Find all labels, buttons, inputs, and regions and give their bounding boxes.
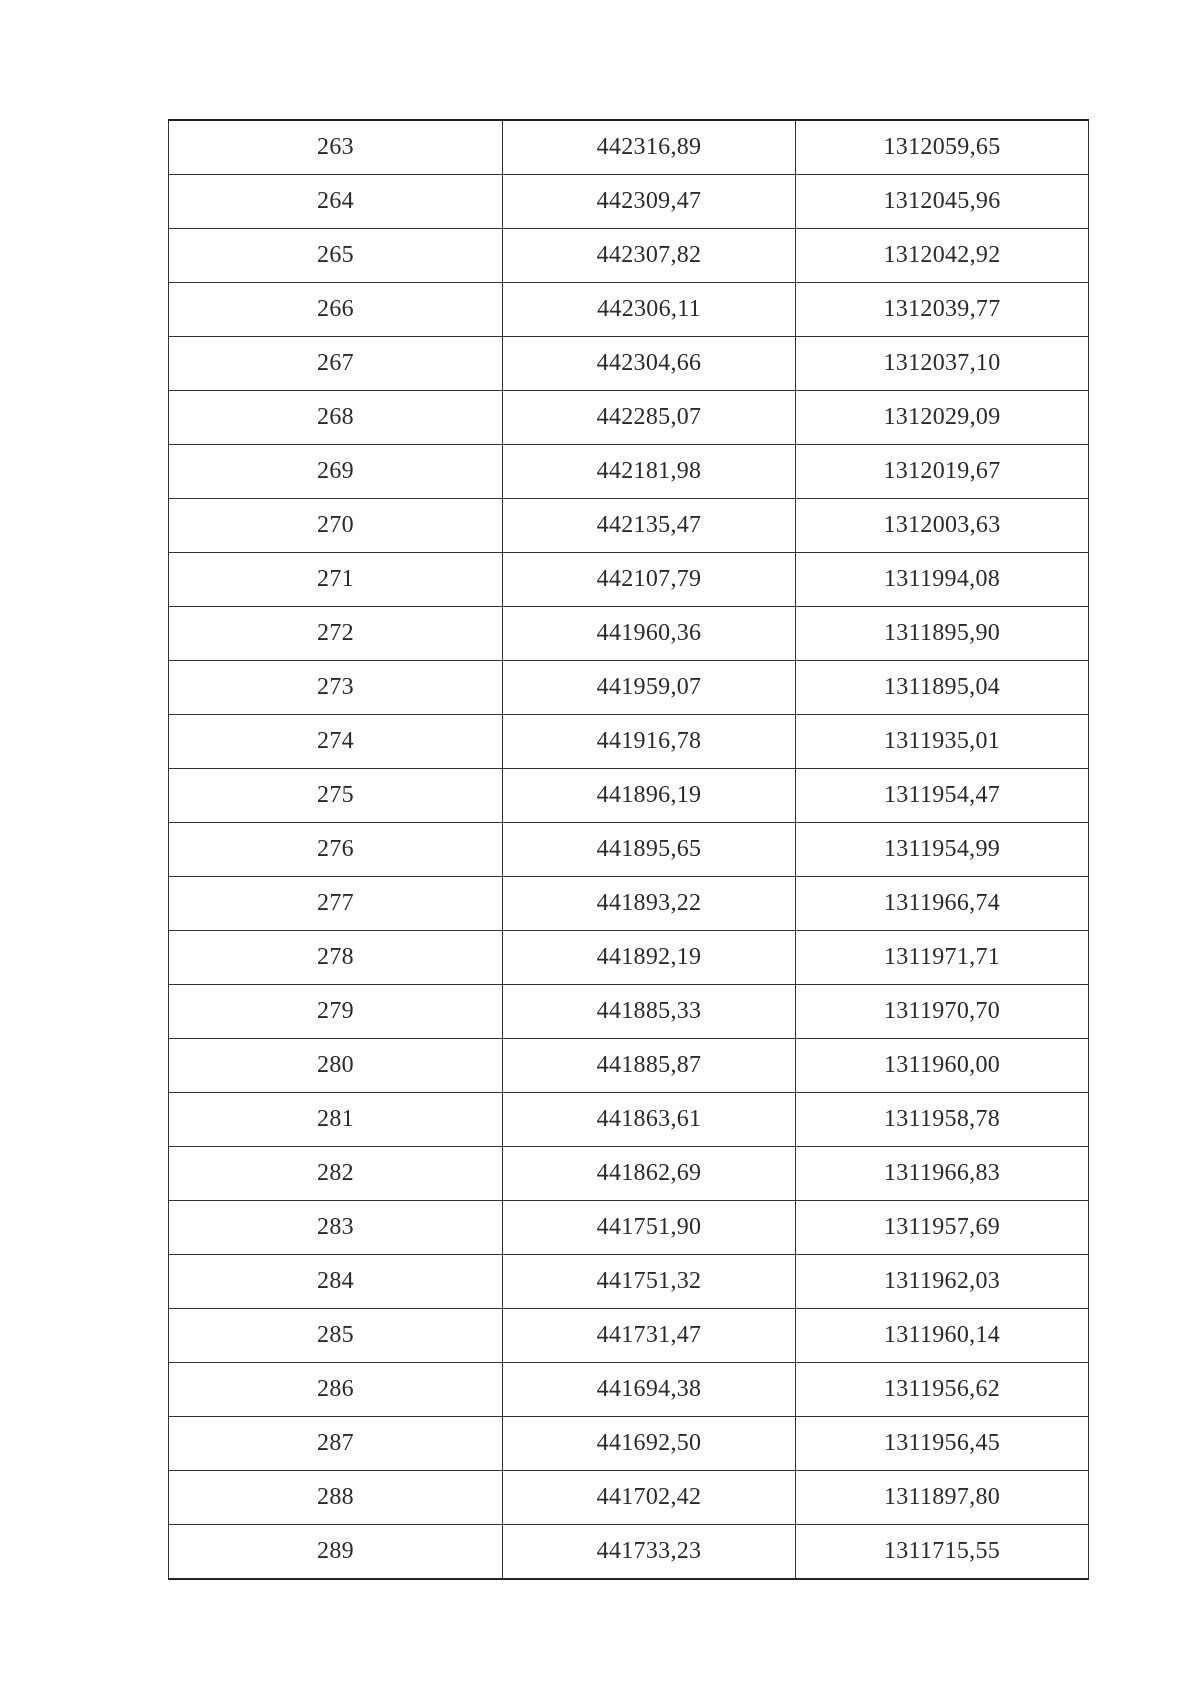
table-row — [169, 1255, 1089, 1309]
y-coordinate-cell: 1312042,92 — [796, 229, 1089, 283]
table-row — [169, 1417, 1089, 1471]
point-number-cell: 275 — [169, 769, 503, 823]
y-coordinate-cell: 1311962,03 — [796, 1255, 1089, 1309]
x-coordinate-cell: 442181,98 — [503, 445, 796, 499]
x-coordinate-cell: 442307,82 — [503, 229, 796, 283]
y-coordinate-cell: 1312045,96 — [796, 175, 1089, 229]
point-number-cell: 272 — [169, 607, 503, 661]
table-row — [169, 661, 1089, 715]
y-coordinate-cell: 1311960,14 — [796, 1309, 1089, 1363]
x-coordinate-cell: 441694,38 — [503, 1363, 796, 1417]
y-coordinate-cell: 1311954,99 — [796, 823, 1089, 877]
point-number-cell: 283 — [169, 1201, 503, 1255]
table-row — [169, 823, 1089, 877]
y-coordinate-cell: 1311935,01 — [796, 715, 1089, 769]
point-number-cell: 280 — [169, 1039, 503, 1093]
point-number-cell: 287 — [169, 1417, 503, 1471]
point-number-cell: 268 — [169, 391, 503, 445]
table-row — [169, 1309, 1089, 1363]
table-row — [169, 1093, 1089, 1147]
x-coordinate-cell: 442135,47 — [503, 499, 796, 553]
x-coordinate-cell: 441885,33 — [503, 985, 796, 1039]
x-coordinate-cell: 441896,19 — [503, 769, 796, 823]
point-number-cell: 264 — [169, 175, 503, 229]
y-coordinate-cell: 1311956,62 — [796, 1363, 1089, 1417]
point-number-cell: 284 — [169, 1255, 503, 1309]
table-row — [169, 1363, 1089, 1417]
point-number-cell: 271 — [169, 553, 503, 607]
point-number-cell: 277 — [169, 877, 503, 931]
x-coordinate-cell: 441916,78 — [503, 715, 796, 769]
x-coordinate-cell: 442285,07 — [503, 391, 796, 445]
point-number-cell: 281 — [169, 1093, 503, 1147]
table-row — [169, 553, 1089, 607]
point-number-cell: 286 — [169, 1363, 503, 1417]
table-row — [169, 1471, 1089, 1525]
y-coordinate-cell: 1311897,80 — [796, 1471, 1089, 1525]
x-coordinate-cell: 442107,79 — [503, 553, 796, 607]
y-coordinate-cell: 1312059,65 — [796, 120, 1089, 175]
coordinates-table — [168, 119, 1089, 1580]
table-row — [169, 715, 1089, 769]
y-coordinate-cell: 1312029,09 — [796, 391, 1089, 445]
point-number-cell: 276 — [169, 823, 503, 877]
table-row — [169, 175, 1089, 229]
y-coordinate-cell: 1312037,10 — [796, 337, 1089, 391]
x-coordinate-cell: 441702,42 — [503, 1471, 796, 1525]
y-coordinate-cell: 1311971,71 — [796, 931, 1089, 985]
x-coordinate-cell: 441692,50 — [503, 1417, 796, 1471]
table-row — [169, 769, 1089, 823]
x-coordinate-cell: 441751,90 — [503, 1201, 796, 1255]
x-coordinate-cell: 441885,87 — [503, 1039, 796, 1093]
point-number-cell: 282 — [169, 1147, 503, 1201]
table-row — [169, 337, 1089, 391]
point-number-cell: 274 — [169, 715, 503, 769]
table-row — [169, 1147, 1089, 1201]
point-number-cell: 263 — [169, 120, 503, 175]
table-row — [169, 120, 1089, 175]
y-coordinate-cell: 1311715,55 — [796, 1525, 1089, 1580]
x-coordinate-cell: 441733,23 — [503, 1525, 796, 1580]
table-row — [169, 1039, 1089, 1093]
x-coordinate-cell: 441895,65 — [503, 823, 796, 877]
table-row — [169, 1201, 1089, 1255]
y-coordinate-cell: 1312003,63 — [796, 499, 1089, 553]
point-number-cell: 273 — [169, 661, 503, 715]
table-row — [169, 985, 1089, 1039]
y-coordinate-cell: 1311958,78 — [796, 1093, 1089, 1147]
y-coordinate-cell: 1311994,08 — [796, 553, 1089, 607]
y-coordinate-cell: 1311966,74 — [796, 877, 1089, 931]
point-number-cell: 285 — [169, 1309, 503, 1363]
x-coordinate-cell: 441892,19 — [503, 931, 796, 985]
y-coordinate-cell: 1311956,45 — [796, 1417, 1089, 1471]
y-coordinate-cell: 1312039,77 — [796, 283, 1089, 337]
table-row — [169, 229, 1089, 283]
x-coordinate-cell: 441751,32 — [503, 1255, 796, 1309]
point-number-cell: 266 — [169, 283, 503, 337]
table-row — [169, 877, 1089, 931]
table-row — [169, 283, 1089, 337]
x-coordinate-cell: 441731,47 — [503, 1309, 796, 1363]
coordinates-table-body — [169, 120, 1089, 1579]
y-coordinate-cell: 1311970,70 — [796, 985, 1089, 1039]
y-coordinate-cell: 1311957,69 — [796, 1201, 1089, 1255]
x-coordinate-cell: 441893,22 — [503, 877, 796, 931]
point-number-cell: 269 — [169, 445, 503, 499]
y-coordinate-cell: 1311960,00 — [796, 1039, 1089, 1093]
point-number-cell: 279 — [169, 985, 503, 1039]
point-number-cell: 278 — [169, 931, 503, 985]
point-number-cell: 288 — [169, 1471, 503, 1525]
point-number-cell: 289 — [169, 1525, 503, 1580]
x-coordinate-cell: 442304,66 — [503, 337, 796, 391]
y-coordinate-cell: 1311895,90 — [796, 607, 1089, 661]
y-coordinate-cell: 1311954,47 — [796, 769, 1089, 823]
table-row — [169, 445, 1089, 499]
table-row — [169, 607, 1089, 661]
x-coordinate-cell: 441863,61 — [503, 1093, 796, 1147]
point-number-cell: 265 — [169, 229, 503, 283]
x-coordinate-cell: 441959,07 — [503, 661, 796, 715]
point-number-cell: 267 — [169, 337, 503, 391]
x-coordinate-cell: 442316,89 — [503, 120, 796, 175]
x-coordinate-cell: 441960,36 — [503, 607, 796, 661]
y-coordinate-cell: 1311966,83 — [796, 1147, 1089, 1201]
table-row — [169, 391, 1089, 445]
y-coordinate-cell: 1312019,67 — [796, 445, 1089, 499]
y-coordinate-cell: 1311895,04 — [796, 661, 1089, 715]
table-row — [169, 1525, 1089, 1580]
table-row — [169, 931, 1089, 985]
table-row — [169, 499, 1089, 553]
x-coordinate-cell: 441862,69 — [503, 1147, 796, 1201]
point-number-cell: 270 — [169, 499, 503, 553]
x-coordinate-cell: 442309,47 — [503, 175, 796, 229]
x-coordinate-cell: 442306,11 — [503, 283, 796, 337]
